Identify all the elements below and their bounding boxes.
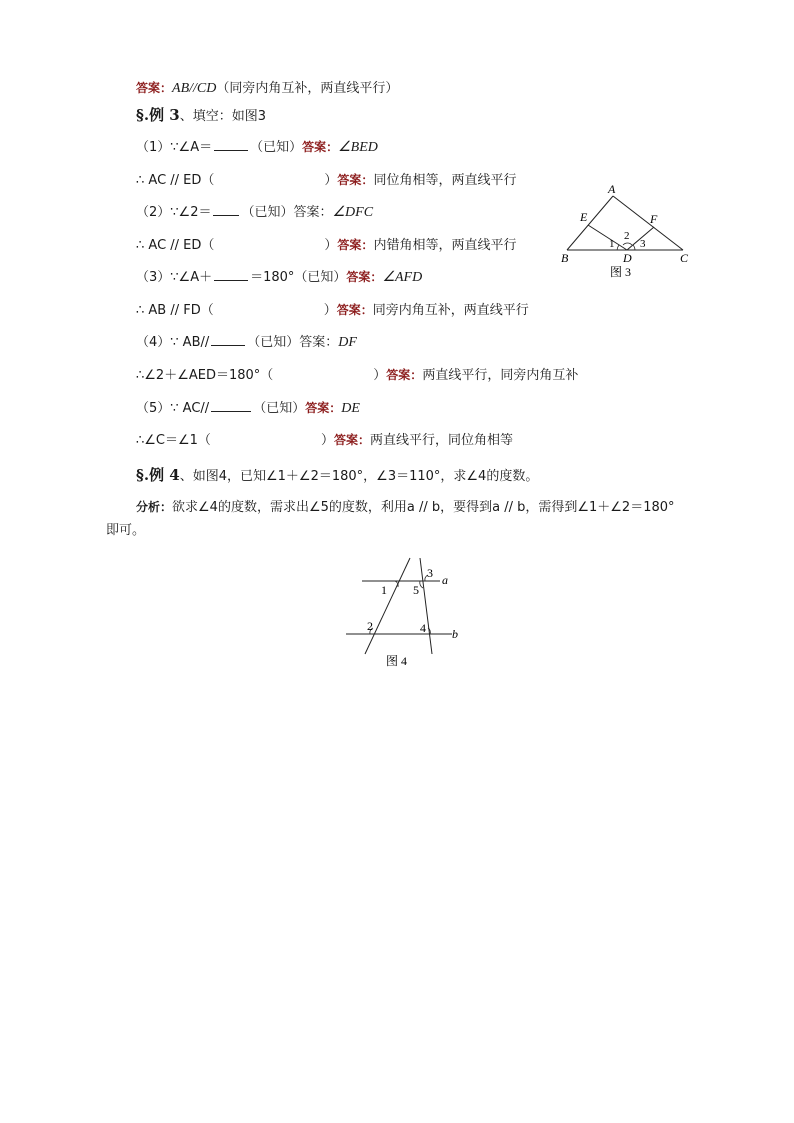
answer-label: 答案： <box>337 173 374 187</box>
fig4-label-b: b <box>452 627 458 641</box>
item-mid: ＝180°（已知） <box>250 270 347 285</box>
example3-title: §.例 3 <box>136 106 180 124</box>
example3-item-row <box>136 366 578 385</box>
close-paren: ） <box>373 368 387 383</box>
example3-item-row <box>136 138 378 157</box>
answer-label: 答案： <box>305 401 342 415</box>
item-prefix: （4）∵ AB// <box>136 335 210 350</box>
close-paren: ） <box>323 303 337 318</box>
fill-blank <box>214 268 248 281</box>
answer-label: 答案： <box>136 81 173 95</box>
example4-title: §.例 4 <box>136 466 180 484</box>
example4-title-tail: 、如图4，已知∠1＋∠2＝180°，∠3＝110°，求∠4的度数。 <box>179 469 539 484</box>
answer-label: 答案： <box>333 433 370 447</box>
fill-blank <box>214 138 248 151</box>
figure-3 <box>555 180 705 280</box>
item-mid: （已知） <box>253 401 306 416</box>
example3-item-row <box>136 301 529 320</box>
item-prefix: （3）∵∠A＋ <box>136 270 213 285</box>
close-paren: ） <box>320 433 334 448</box>
item-mid: （已知） <box>250 140 303 155</box>
answer-label: 答案： <box>346 270 383 284</box>
fig3-label-B: B <box>561 251 569 265</box>
example3-item-row <box>136 268 422 287</box>
fig4-angle-5: 5 <box>413 583 419 597</box>
example3-item-row <box>136 236 516 255</box>
answer-label: 答案： <box>337 238 374 252</box>
item-prefix: （1）∵∠A＝ <box>136 140 213 155</box>
item-prefix: （2）∵∠2＝ <box>136 205 212 220</box>
fig3-label-F: F <box>650 212 658 226</box>
answer-math: AB//CD <box>172 81 217 96</box>
fig4-label-a: a <box>442 573 448 587</box>
item-prefix: ∴∠2＋∠AED＝180°（ <box>136 368 274 383</box>
fig3-label-D: D <box>623 251 632 265</box>
fig3-label-A: A <box>608 182 616 196</box>
example3-item-row <box>136 333 357 352</box>
answer-value: ∠DFC <box>332 205 374 220</box>
item-prefix: （5）∵ AC// <box>136 401 210 416</box>
item-mid: （已知）答案： <box>247 335 339 350</box>
fig3-angle-3: 3 <box>640 238 646 250</box>
fig4-angle-3: 3 <box>427 566 433 580</box>
item-prefix: ∴ AB // FD（ <box>136 303 214 318</box>
item-prefix: ∴∠C＝∠1（ <box>136 433 211 448</box>
fill-blank <box>211 399 251 412</box>
top-answer-line <box>136 79 398 98</box>
fill-blank <box>213 203 239 216</box>
fig4-angle-1: 1 <box>381 583 387 597</box>
example3-item-row <box>136 431 513 450</box>
fig4-angle-4: 4 <box>420 621 426 635</box>
example3-item-row <box>136 171 516 190</box>
answer-reason: （同旁内角互补，两直线平行） <box>216 81 399 96</box>
close-paren: ） <box>324 173 338 188</box>
fig3-caption: 图 3 <box>610 265 632 279</box>
item-prefix: ∴ AC // ED（ <box>136 173 215 188</box>
example4-heading <box>136 466 538 486</box>
answer-value: 两直线平行，同位角相等 <box>369 433 513 448</box>
close-paren: ） <box>324 238 338 253</box>
fig3-angle-1: 1 <box>609 238 615 250</box>
fill-blank <box>211 333 245 346</box>
fig3-label-E: E <box>580 210 588 224</box>
fig4-caption: 图 4 <box>386 654 408 668</box>
analysis-line-1 <box>136 498 675 517</box>
answer-value: 内错角相等，两直线平行 <box>373 238 517 253</box>
answer-value: DF <box>338 335 357 350</box>
fig3-angle-2: 2 <box>624 230 630 242</box>
fig4-angle-2: 2 <box>367 619 373 633</box>
answer-value: 两直线平行，同旁内角互补 <box>422 368 579 383</box>
figure-4 <box>340 552 470 672</box>
analysis-text-2: 即可。 <box>106 523 146 538</box>
answer-label: 答案： <box>386 368 423 382</box>
example3-item-row <box>136 399 360 418</box>
analysis-text-1: 欲求∠4的度数，需求出∠5的度数，利用a // b，要得到a // b，需得到∠1＋∠2＝180° <box>172 500 675 515</box>
answer-label: 答案： <box>336 303 373 317</box>
item-mid: （已知）答案： <box>241 205 333 220</box>
example3-title-tail: 、填空：如图3 <box>179 109 267 124</box>
answer-value: DE <box>341 401 360 416</box>
example3-heading <box>136 106 266 126</box>
answer-value: ∠AFD <box>382 270 423 285</box>
answer-value: 同旁内角互补，两直线平行 <box>372 303 529 318</box>
example3-item-row <box>136 203 373 222</box>
fig3-label-C: C <box>680 251 689 265</box>
item-prefix: ∴ AC // ED（ <box>136 238 215 253</box>
analysis-label: 分析： <box>136 500 173 514</box>
answer-value: 同位角相等，两直线平行 <box>373 173 517 188</box>
answer-value: ∠BED <box>338 140 378 155</box>
analysis-line-2 <box>106 522 145 540</box>
answer-label: 答案： <box>302 140 339 154</box>
